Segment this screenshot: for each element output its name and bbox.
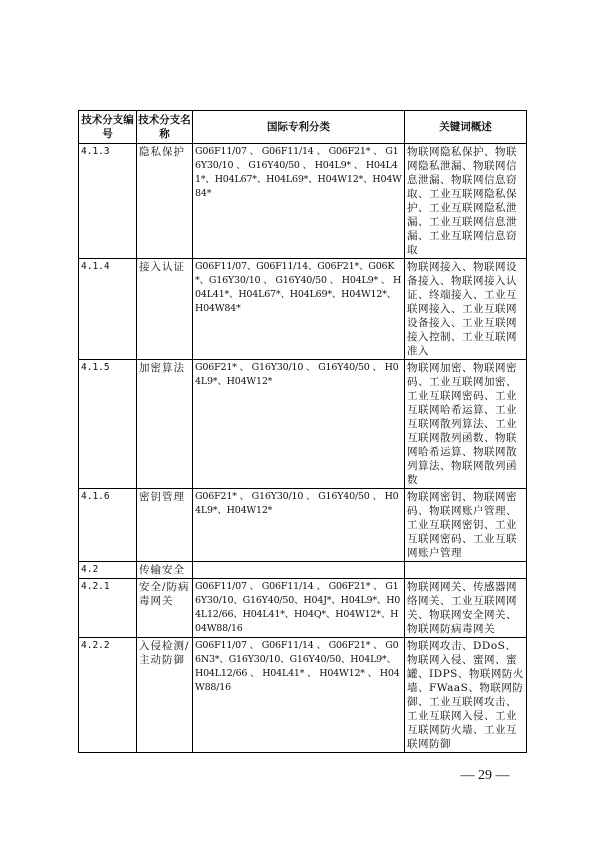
keywords: 物联网密钥、物联网密码、物联网账户管理、工业互联网密钥、工业互联网密码、工业互联网账户管理 [405, 489, 527, 562]
branch-code: 4.2.1 [79, 579, 137, 638]
branch-code: 4.1.3 [79, 144, 137, 259]
patent-classification-table [78, 110, 527, 753]
ipc-classes: G06F11/07、G06F11/14、G06F21*、G06K*、G16Y30/10 、 G16Y40/50 、 H04L9* 、 H04L41*、H04L67*、H04L69*、H04W12*、H04W84* [193, 259, 405, 360]
branch-name: 入侵检测/主动防御 [137, 638, 193, 753]
table-header-row [79, 111, 527, 144]
keywords [405, 562, 527, 579]
header-keywords: 关键词概述 [405, 111, 527, 144]
ipc-classes: G06F21* 、 G16Y30/10 、 G16Y40/50 、 H04L9*、H04W12* [193, 489, 405, 562]
page-number: — 29 — [460, 768, 510, 783]
table-row [79, 360, 527, 489]
branch-code: 4.1.5 [79, 360, 137, 489]
keywords: 物联网网关、传感器网络网关、工业互联网网关、物联网安全网关、物联网防病毒网关 [405, 579, 527, 638]
table-row [79, 579, 527, 638]
keywords: 物联网接入、物联网设备接入、物联网接入认证、终端接入、工业互联网接入、工业互联网设备接入、工业互联网接入控制、工业互联网准入 [405, 259, 527, 360]
keywords: 物联网攻击、DDoS、物联网入侵、蜜网、蜜罐、IDPS、物联网防火墙、FWaaS、物联网防御、工业互联网攻击、工业互联网入侵、工业互联网防火墙、工业互联网防御 [405, 638, 527, 753]
branch-code: 4.1.6 [79, 489, 137, 562]
table-row [79, 489, 527, 562]
header-branch-name: 技术分支名称 [137, 111, 193, 144]
branch-name: 传输安全 [137, 562, 193, 579]
table-row [79, 144, 527, 259]
branch-code: 4.2 [79, 562, 137, 579]
ipc-classes: G06F21* 、 G16Y30/10 、 G16Y40/50 、 H04L9*、H04W12* [193, 360, 405, 489]
keywords: 物联网隐私保护、物联网隐私泄漏、物联网信息泄漏、物联网信息窃取、工业互联网隐私保护、工业互联网隐私泄漏、工业互联网信息泄漏、工业互联网信息窃取 [405, 144, 527, 259]
branch-name: 密钥管理 [137, 489, 193, 562]
branch-name: 加密算法 [137, 360, 193, 489]
branch-code: 4.2.2 [79, 638, 137, 753]
keywords: 物联网加密、物联网密码、工业互联网加密、工业互联网密码、工业互联网哈希运算、工业互联网散列算法、工业互联网散列函数、物联网哈希运算、物联网散列算法、物联网散列函数 [405, 360, 527, 489]
branch-code: 4.1.4 [79, 259, 137, 360]
header-branch-code: 技术分支编号 [79, 111, 137, 144]
ipc-classes: G06F11/07 、 G06F11/14 、 G06F21* 、 G16Y30/10、G16Y40/50、H04J*、H04L9*、H04L12/66、H04L41*、H04Q*、H04W12*、H04W88/16 [193, 579, 405, 638]
ipc-classes: G06F11/07 、 G06F11/14 、 G06F21* 、 G16Y30/10 、 G16Y40/50 、 H04L9* 、 H04L41*、H04L67*、H04L69*、H04W12*、H04W84* [193, 144, 405, 259]
ipc-classes: G06F11/07 、 G06F11/14 、 G06F21* 、 G06N3*、G16Y30/10、G16Y40/50、H04L9*、H04L12/66 、 H04L41* 、 H04W12* 、 H04W88/16 [193, 638, 405, 753]
table-row [79, 638, 527, 753]
table-row [79, 562, 527, 579]
branch-name: 隐私保护 [137, 144, 193, 259]
branch-name: 安全/防病毒网关 [137, 579, 193, 638]
branch-name: 接入认证 [137, 259, 193, 360]
ipc-classes [193, 562, 405, 579]
table-row [79, 259, 527, 360]
header-ipc: 国际专利分类 [193, 111, 405, 144]
